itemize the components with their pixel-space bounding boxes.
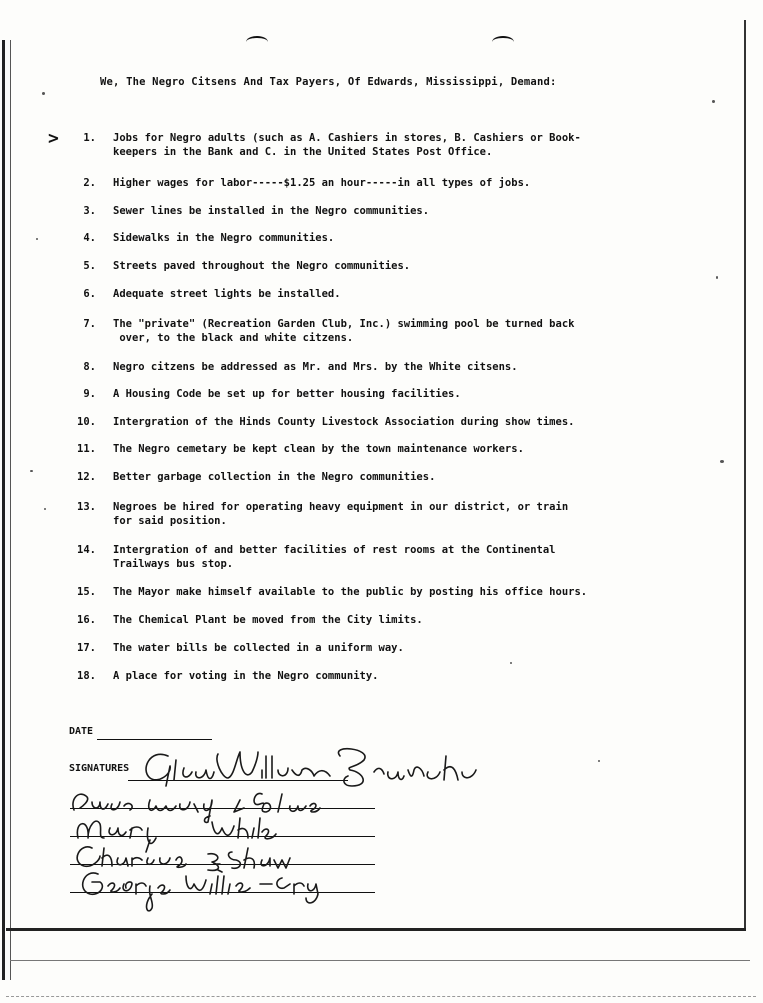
signature-5 (83, 873, 318, 911)
demand-number: 9. (83, 388, 96, 400)
demand-number: 18. (77, 670, 96, 682)
signature-4 (77, 847, 290, 872)
demand-text-line: Streets paved throughout the Negro communities. (113, 260, 411, 272)
demand-number: 11. (77, 443, 96, 455)
signature-1 (146, 749, 476, 786)
demand-text-line: Sidewalks in the Negro communities. (113, 232, 335, 244)
demand-text-line: Higher wages for labor-----$1.25 an hour-----in all types of jobs. (113, 177, 531, 189)
demand-number: 14. (77, 544, 96, 556)
demand-number: 12. (77, 471, 96, 483)
demand-number: 16. (77, 614, 96, 626)
date-label: DATE (69, 726, 94, 737)
demand-text-line: over, to the black and white citzens. (113, 332, 354, 344)
demand-text-line: Jobs for Negro adults (such as A. Cashiers in stores, B. Cashiers or Book- (113, 132, 581, 144)
demand-text-line: Better garbage collection in the Negro communities. (113, 471, 436, 483)
demand-number: 4. (83, 232, 96, 244)
demand-text-line: Negroes be hired for operating heavy equipment in our district, or train (113, 501, 569, 513)
demand-number: 3. (83, 205, 96, 217)
demand-number: 1. (83, 132, 96, 144)
demand-text-line: for said position. (113, 515, 227, 527)
demand-text-line: Intergration of the Hinds County Livestock Association during show times. (113, 416, 575, 428)
demand-number: 13. (77, 501, 96, 513)
demand-number: 10. (77, 416, 96, 428)
signature-2 (73, 793, 320, 822)
demand-number: 6. (83, 288, 96, 300)
signature-3 (77, 818, 276, 852)
demand-number: 15. (77, 586, 96, 598)
demand-text-line: keepers in the Bank and C. in the United States Post Office. (113, 146, 493, 158)
demand-text-line: Adequate street lights be installed. (113, 288, 341, 300)
demand-text-line: Negro citzens be addressed as Mr. and Mrs. by the White citsens. (113, 361, 518, 373)
document-heading: We, The Negro Citsens And Tax Payers, Of Edwards, Mississippi, Demand: (100, 76, 557, 88)
demand-number: 7. (83, 318, 96, 330)
demand-text-line: The "private" (Recreation Garden Club, Inc.) swimming pool be turned back (113, 318, 575, 330)
margin-arrow-mark: > (48, 128, 59, 149)
demand-text-line: The water bills be collected in a uniform way. (113, 642, 404, 654)
demand-text-line: Sewer lines be installed in the Negro communities. (113, 205, 430, 217)
demand-number: 17. (77, 642, 96, 654)
demand-number: 2. (83, 177, 96, 189)
signatures-label: SIGNATURES (69, 763, 130, 774)
demand-number: 8. (83, 361, 96, 373)
demand-text-line: Trailways bus stop. (113, 558, 234, 570)
demand-text-line: The Negro cemetary be kept clean by the town maintenance workers. (113, 443, 524, 455)
demand-text-line: The Chemical Plant be moved from the City limits. (113, 614, 423, 626)
demand-text-line: A place for voting in the Negro community. (113, 670, 379, 682)
demand-number: 5. (83, 260, 96, 272)
demand-text-line: A Housing Code be set up for better housing facilities. (113, 388, 461, 400)
demand-text-line: The Mayor make himself available to the public by posting his office hours. (113, 586, 588, 598)
demand-text-line: Intergration of and better facilities of rest rooms at the Continental (113, 544, 556, 556)
